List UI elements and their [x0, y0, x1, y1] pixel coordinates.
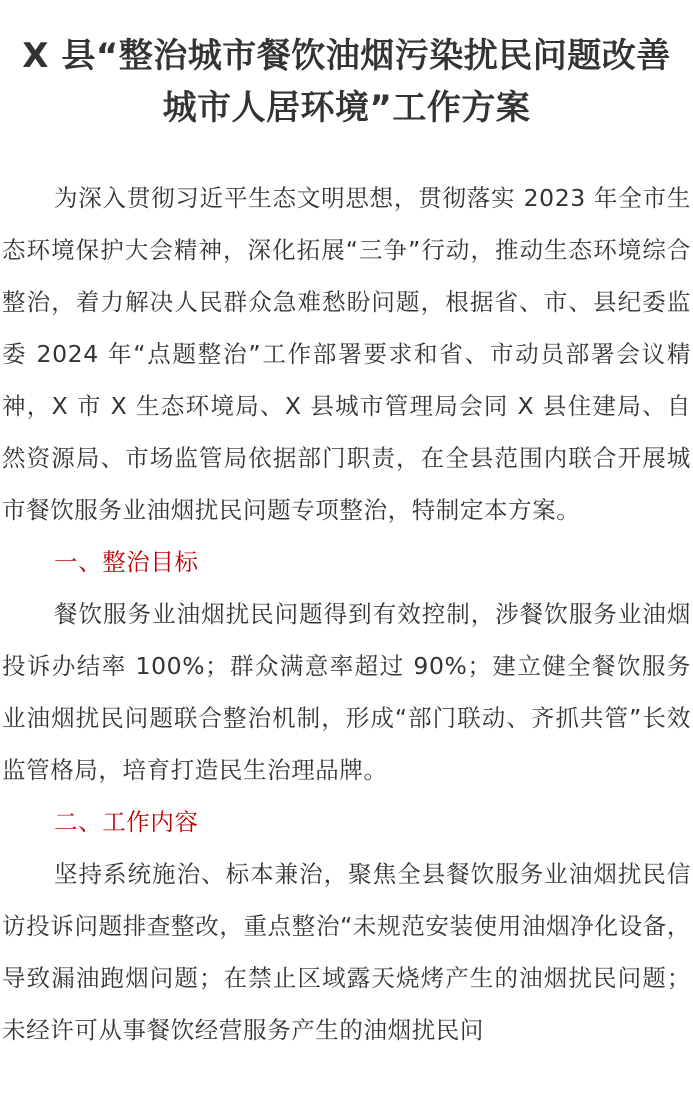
goals-paragraph: 餐饮服务业油烟扰民问题得到有效控制，涉餐饮服务业油烟投诉办结率 100%；群众满意率超过 90%；建立健全餐饮服务业油烟扰民问题联合整治机制，形成“部门联动、齐抓共管”长效监管格局，培育打造民生治理品牌。 — [2, 600, 691, 784]
title-line-1: X 县“整治城市餐饮油烟污染扰民问题改善 — [22, 36, 671, 76]
content-paragraph: 坚持系统施治、标本兼治，聚焦全县餐饮服务业油烟扰民信访投诉问题排查整改，重点整治“未规范安装使用油烟净化设备，导致漏油跑烟问题；在禁止区域露天烧烤产生的油烟扰民问题；未经许可从事餐饮经营服务产生的油烟扰民问 — [2, 860, 691, 1044]
section-heading-goals: 一、整治目标 — [54, 548, 199, 576]
intro-paragraph: 为深入贯彻习近平生态文明思想，贯彻落实 2023 年全市生态环境保护大会精神，深化拓展“三争”行动，推动生态环境综合整治，着力解决人民群众急难愁盼问题，根据省、市、县纪委监委 2024 年“点题整治”工作部署要求和省、市动员部署会议精神，X 市 X 生态环境局、X 县城市管理局会同 X 县住建局、自然资源局、市场监管局依据部门职责，在全县范围内联合开展城市餐饮服务业油烟扰民问题专项整治，特制定本方案。 — [2, 184, 691, 524]
document-body — [0, 172, 693, 1056]
section-heading-content: 二、工作内容 — [54, 808, 199, 836]
document-title — [0, 0, 693, 134]
title-line-2: 城市人居环境”工作方案 — [162, 88, 531, 128]
